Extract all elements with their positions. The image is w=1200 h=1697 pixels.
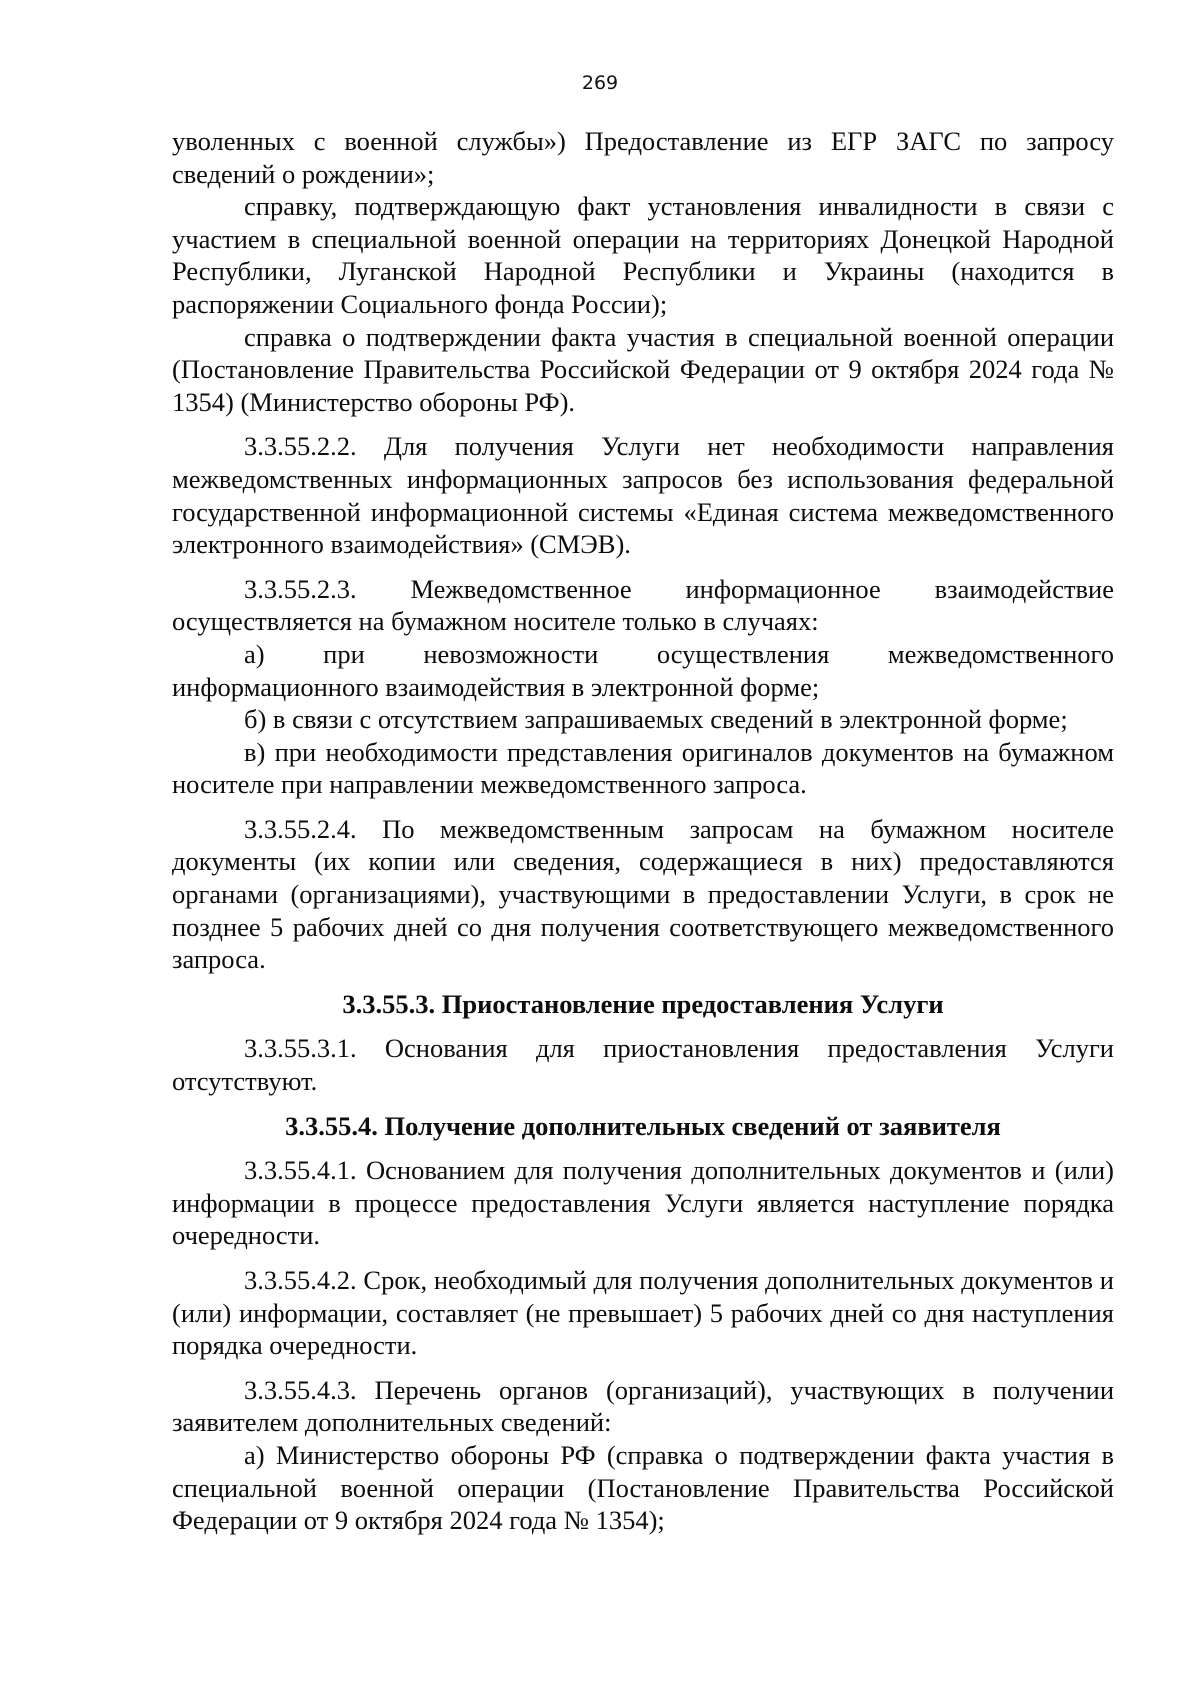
paragraph-3-3-55-2-3: 3.3.55.2.3. Межведомственное информационное взаимодействие осуществляется на бумажном носителе только в случаях:: [172, 573, 1114, 637]
document-body: [172, 125, 1114, 1537]
list-item-b: б) в связи с отсутствием запрашиваемых сведений в электронной форме;: [244, 704, 1068, 735]
paragraph-participation-certificate: справка о подтверждении факта участия в специальной военной операции (Постановление Правительства Российской Федерации от 9 октября 2024 года № 1354) (Министерство обороны РФ).: [172, 321, 1114, 417]
list-item-c: в) при необходимости представления оригиналов документов на бумажном носителе при направлении межведомственного запроса.: [172, 736, 1114, 800]
paragraph-disability-certificate: справку, подтверждающую факт установления инвалидности в связи с участием в специальной военной операции на территориях Донецкой Народной Республики, Луганской Народной Республики и Украины (находится в распоряжении Социального фонда России);: [172, 191, 1114, 319]
paragraph-continuation: уволенных с военной службы») Предоставление из ЕГР ЗАГС по запросу сведений о рождении»;: [172, 126, 1114, 189]
section-heading-additional-info: 3.3.55.4. Получение дополнительных сведений от заявителя: [285, 1110, 1001, 1141]
paragraph-3-3-55-3-1: 3.3.55.3.1. Основания для приостановления предоставления Услуги отсутствуют.: [172, 1033, 1114, 1097]
paragraph-3-3-55-4-2: 3.3.55.4.2. Срок, необходимый для получения дополнительных документов и (или) информации, составляет (не превышает) 5 рабочих дней со дня наступления порядка очередности.: [172, 1265, 1114, 1361]
list-item-a: а) при невозможности осуществления межведомственного информационного взаимодействия в электронной форме;: [172, 638, 1114, 702]
paragraph-3-3-55-2-4: 3.3.55.2.4. По межведомственным запросам на бумажном носителе документы (их копии или сведения, содержащиеся в них) предоставляются органами (организациями), участвующими в предоставлении Услуги, в срок не позднее 5 рабочих дней со дня получения соответствующего межведомственного запроса.: [172, 813, 1114, 975]
paragraph-3-3-55-4-3: 3.3.55.4.3. Перечень органов (организаций), участвующих в получении заявителем дополнительных сведений:: [172, 1374, 1114, 1438]
paragraph-3-3-55-2-2: 3.3.55.2.2. Для получения Услуги нет необходимости направления межведомственных информационных запросов без использования федеральной государственной информационной системы «Единая система межведомственного электронного взаимодействия» (СМЭВ).: [172, 431, 1114, 560]
page-number: 269: [581, 72, 619, 94]
list-item-ministry-of-defense: а) Министерство обороны РФ (справка о подтверждении факта участия в специальной военной операции (Постановление Правительства Российской Федерации от 9 октября 2024 года № 1354);: [172, 1439, 1114, 1536]
paragraph-3-3-55-4-1: 3.3.55.4.1. Основанием для получения дополнительных документов и (или) информации в процессе предоставления Услуги является наступление порядка очередности.: [172, 1155, 1114, 1251]
section-heading-suspension: 3.3.55.3. Приостановление предоставления Услуги: [342, 988, 944, 1019]
